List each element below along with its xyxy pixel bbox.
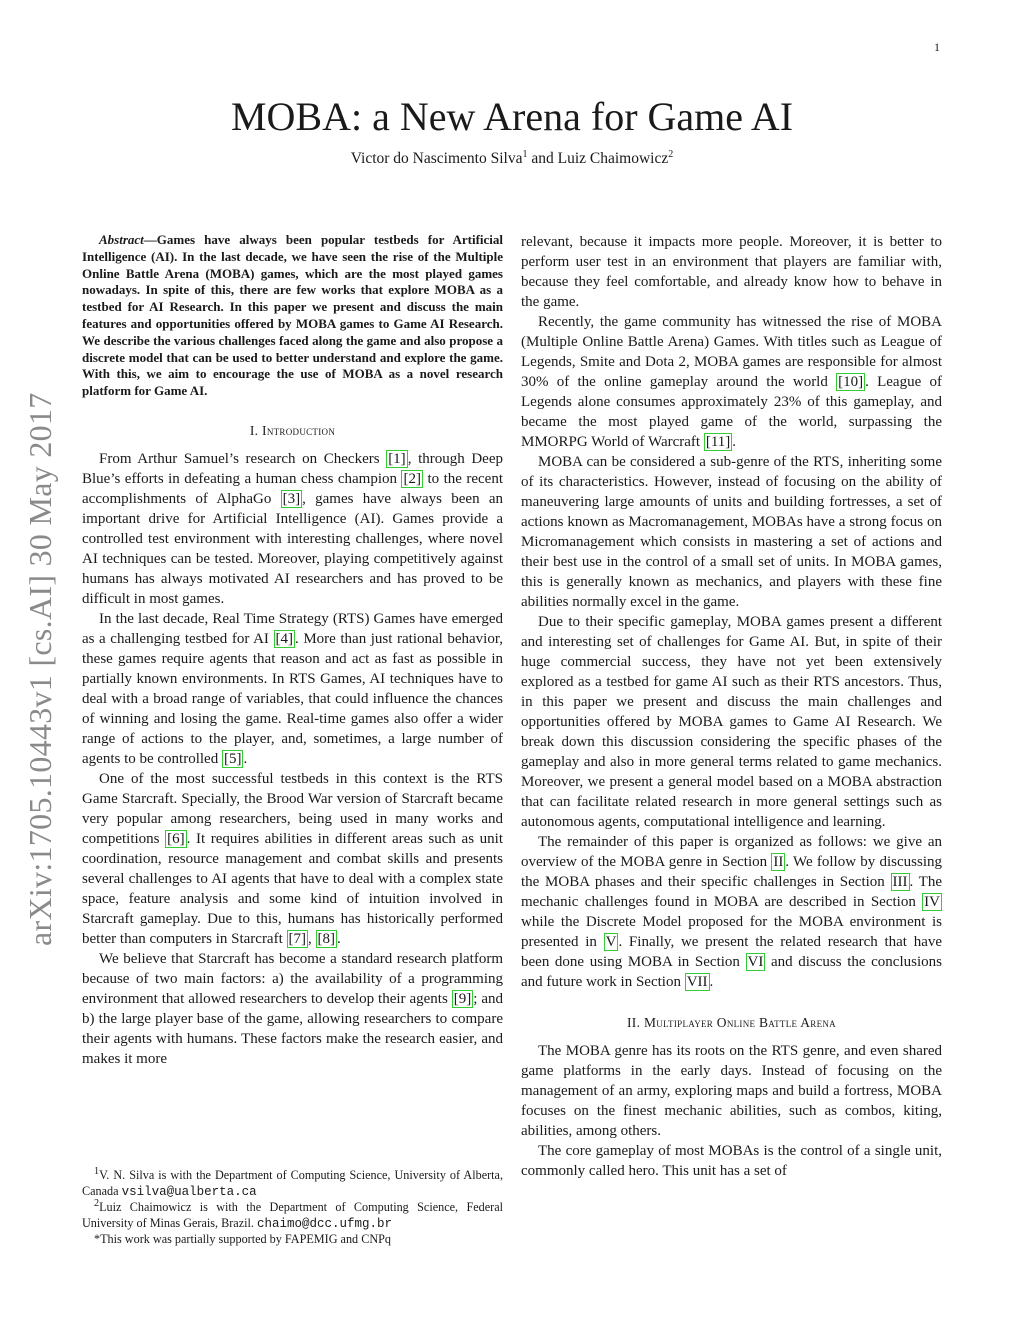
text-run: . It requires abilities in different areas such as unit coordination, resource management and combat skills and presents several challenges to AI agents that have to deal with a complex state space, feature analysis and some kind of intuition involved in Starcraft gameplay. Due to this, humans has historically performed better than computers in Starcraft [82, 830, 503, 947]
intro-paragraph-2 [82, 609, 503, 769]
citation-link[interactable]: [6] [167, 830, 185, 847]
paragraph-moba-roots: The MOBA genre has its roots on the RTS genre, and even shared game platforms in the early days. Instead of focusing on the management of an army, exploring maps and build a fortress, MOBA focuses on the finest mechanic abilities, such as combos, kiting, abilities, among others. [521, 1043, 942, 1139]
paragraph-challenges: Due to their specific gameplay, MOBA games present a different and interesting set of challenges for Game AI. But, in spite of their huge commercial success, they have not yet been extensively explored as a testbed for game AI such as their RTS ancestors. Thus, in this paper we present and discuss the main challenges and opportunities offered by MOBA games to Game AI Research. We break down this discussion considering the specific phases of the gameplay and also in more general terms related to game mechanics. Moreover, we present a general model based on a MOBA abstraction that can facilitate related research in more general settings such as autonomous agents, computational intelligence and learning. [521, 614, 942, 830]
intro-paragraph-4 [82, 949, 503, 1069]
paragraph-organization [521, 832, 942, 992]
text-run: We believe that Starcraft has become a standard research platform because of two main factors: a) the availability of a programming environment that allowed researchers to develop their agents [82, 950, 503, 1007]
text-run: Recently, the game community has witnessed the rise of MOBA (Multiple Online Battle Arena) Games. With titles such as League of Legends, Smite and Dota 2, MOBA games are responsible for almost 30% of the online gameplay around the world [521, 314, 942, 390]
intro-paragraph-1 [82, 449, 503, 609]
section-title: Introduction [262, 422, 336, 438]
email-link[interactable]: chaimo@dcc.ufmg.br [257, 1216, 393, 1231]
text-run: , [308, 930, 316, 947]
author-2-mark: 2 [668, 148, 674, 160]
text-run: In the last decade, Real Time Strategy (RTS) Games have emerged as a challenging testbed for AI [82, 610, 503, 647]
author-1-name: Victor do Nascimento Silva [350, 150, 523, 167]
footnote-mark: 2 [94, 1197, 100, 1209]
section-title: Multiplayer Online Battle Arena [643, 1015, 836, 1030]
text-run: . We follow by discussing the MOBA phases and their specific challenges in Section [521, 854, 942, 890]
abstract [82, 232, 503, 400]
text-run: . Finally, we present the related research that have been done using MOBA in Section [521, 934, 943, 970]
paragraph-continued: relevant, because it impacts more people. Moreover, it is better to perform user test in an environment that players are familiar with, because they feel comfortable, and already know how to behave in the game. [521, 234, 942, 310]
text-run: . [732, 434, 737, 450]
paragraph-core-gameplay: The core gameplay of most MOBAs is the control of a single unit, commonly called hero. This unit has a set of [521, 1143, 942, 1179]
citation-link[interactable]: [5] [223, 750, 242, 767]
citation-link[interactable]: [1] [388, 450, 406, 467]
section-link[interactable]: VII [686, 974, 708, 990]
footnote-text: V. N. Silva is with the Department of Computing Science, University of Alberta, Canada [82, 1168, 503, 1198]
text-run: . [337, 930, 341, 947]
footnotes [82, 1165, 503, 1248]
paper-title: MOBA: a New Arena for Game AI [230, 94, 794, 139]
intro-paragraph-3 [82, 769, 503, 949]
section-link[interactable]: VI [747, 954, 764, 970]
text-run: , through Deep Blue’s efforts in defeating a human chess champion [82, 450, 503, 487]
author-line [0, 150, 1024, 168]
citation-link[interactable]: [3] [282, 490, 301, 507]
citation-link[interactable]: [10] [838, 374, 864, 390]
text-run: . [709, 974, 714, 990]
section-heading-introduction [82, 421, 503, 441]
text-run: . More than just rational behavior, these games require agents that reason and act as fast as possible in partially known environments. In RTS Games, AI techniques have to deal with a broad range of variables, that could influence the chances of winning and losing the game. Real-time games also offer a wider range of actions to the player, and, sometimes, a large number of agents to be controlled [82, 630, 503, 767]
section-number: I. [249, 422, 263, 438]
citation-link[interactable]: [2] [403, 470, 421, 487]
text-run: . The mechanic challenges found in MOBA are described in Section [521, 874, 942, 910]
citation-link[interactable]: [11] [705, 434, 731, 450]
section-link[interactable]: III [892, 874, 908, 890]
paragraph-moba-rise [521, 312, 942, 452]
text-run: The remainder of this paper is organized as follows: we give an overview of the MOBA genre in Section [521, 834, 942, 870]
section-link[interactable]: II [773, 854, 784, 870]
footnote-text: Luiz Chaimowicz is with the Department of Computing Science, Federal University of Minas Gerais, Brazil. [82, 1200, 503, 1230]
text-run: while the Discrete Model proposed for the MOBA environment is presented in [521, 914, 942, 950]
email-link[interactable]: vsilva@ualberta.ca [121, 1184, 257, 1199]
text-run: and discuss the conclusions and future work in Section [521, 954, 942, 990]
footnote-mark: 1 [94, 1165, 100, 1177]
author-conjunction: and [527, 150, 558, 167]
footnote-1 [82, 1165, 503, 1200]
author-1-mark: 1 [522, 148, 528, 160]
abstract-label: Abstract [99, 232, 144, 247]
section-link[interactable]: IV [924, 894, 940, 910]
abstract-text: Games have always been popular testbeds for Artificial Intelligence (AI). In the last decade, we have seen the rise of the Multiple Online Battle Arena (MOBA) games, which are the most played games nowadays. In spite of this, there are few works that explore MOBA as a testbed for AI Research. In this paper we present and discuss the main features and opportunities offered by MOBA games to Game AI Research. We describe the various challenges faced along the game and also propose a discrete model that can be used to better understand and explore the game. With this, we aim to encourage the use of MOBA as a novel research platform for Game AI. [82, 232, 503, 399]
page-number: 1 [934, 40, 940, 54]
section-number: II. [627, 1015, 644, 1030]
abstract-dash: — [143, 232, 157, 247]
section-heading-moba [521, 1013, 942, 1033]
text-run: From Arthur Samuel’s research on Checkers [99, 450, 387, 467]
footnote-2 [82, 1197, 503, 1232]
text-run: . [243, 750, 248, 767]
section-link[interactable]: V [605, 934, 617, 950]
text-run: One of the most successful testbeds in this context is the RTS Game Starcraft. Specially, the Brood War version of Starcraft became very popular among researchers, being used in many works and competitions [82, 770, 503, 847]
citation-link[interactable]: [8] [317, 930, 336, 947]
footnote-3: *This work was partially supported by FAPEMIG and CNPq [94, 1232, 391, 1246]
text-run: , games have always been an important drive for Artificial Intelligence (AI). Games provide a controlled test environment with interesting challenges, where novel AI techniques can be tested. Moreover, playing competitively against humans has always motivated AI researchers and has proved to be difficult in most games. [82, 490, 503, 607]
author-2-name: Luiz Chaimowicz [557, 150, 669, 167]
citation-link[interactable]: [4] [275, 630, 293, 647]
arxiv-stamp: arXiv:1705.10443v1 [cs.AI] 30 May 2017 [22, 392, 58, 946]
citation-link[interactable]: [9] [453, 990, 472, 1007]
right-column [521, 232, 942, 1181]
citation-link[interactable]: [7] [288, 930, 307, 947]
text-run: to the recent accomplishments of AlphaGo [82, 470, 503, 507]
text-run: . League of Legends alone consumes approximately 23% of this gameplay, and became the most played game of the world, surpassing the MMORPG World of Warcraft [521, 374, 942, 450]
text-run: ; and b) the large player base of the game, allowing researchers to compare their agents with humans. These factors make the research easier, and makes it more [82, 990, 504, 1067]
paragraph-subgenre: MOBA can be considered a sub-genre of the RTS, inheriting some of its characteristics. However, instead of focusing on the ability of maneuvering large amounts of units and building fortresses, a set of actions known as Macromanagement, MOBAs have a strong focus on Micromanagement which consists in mastering a set of actions and their best use in the control of a small set of units. In MOBA games, this is generally known as mechanics, and players with these fine abilities normally excel in the game. [521, 454, 942, 610]
left-column [82, 232, 503, 1069]
